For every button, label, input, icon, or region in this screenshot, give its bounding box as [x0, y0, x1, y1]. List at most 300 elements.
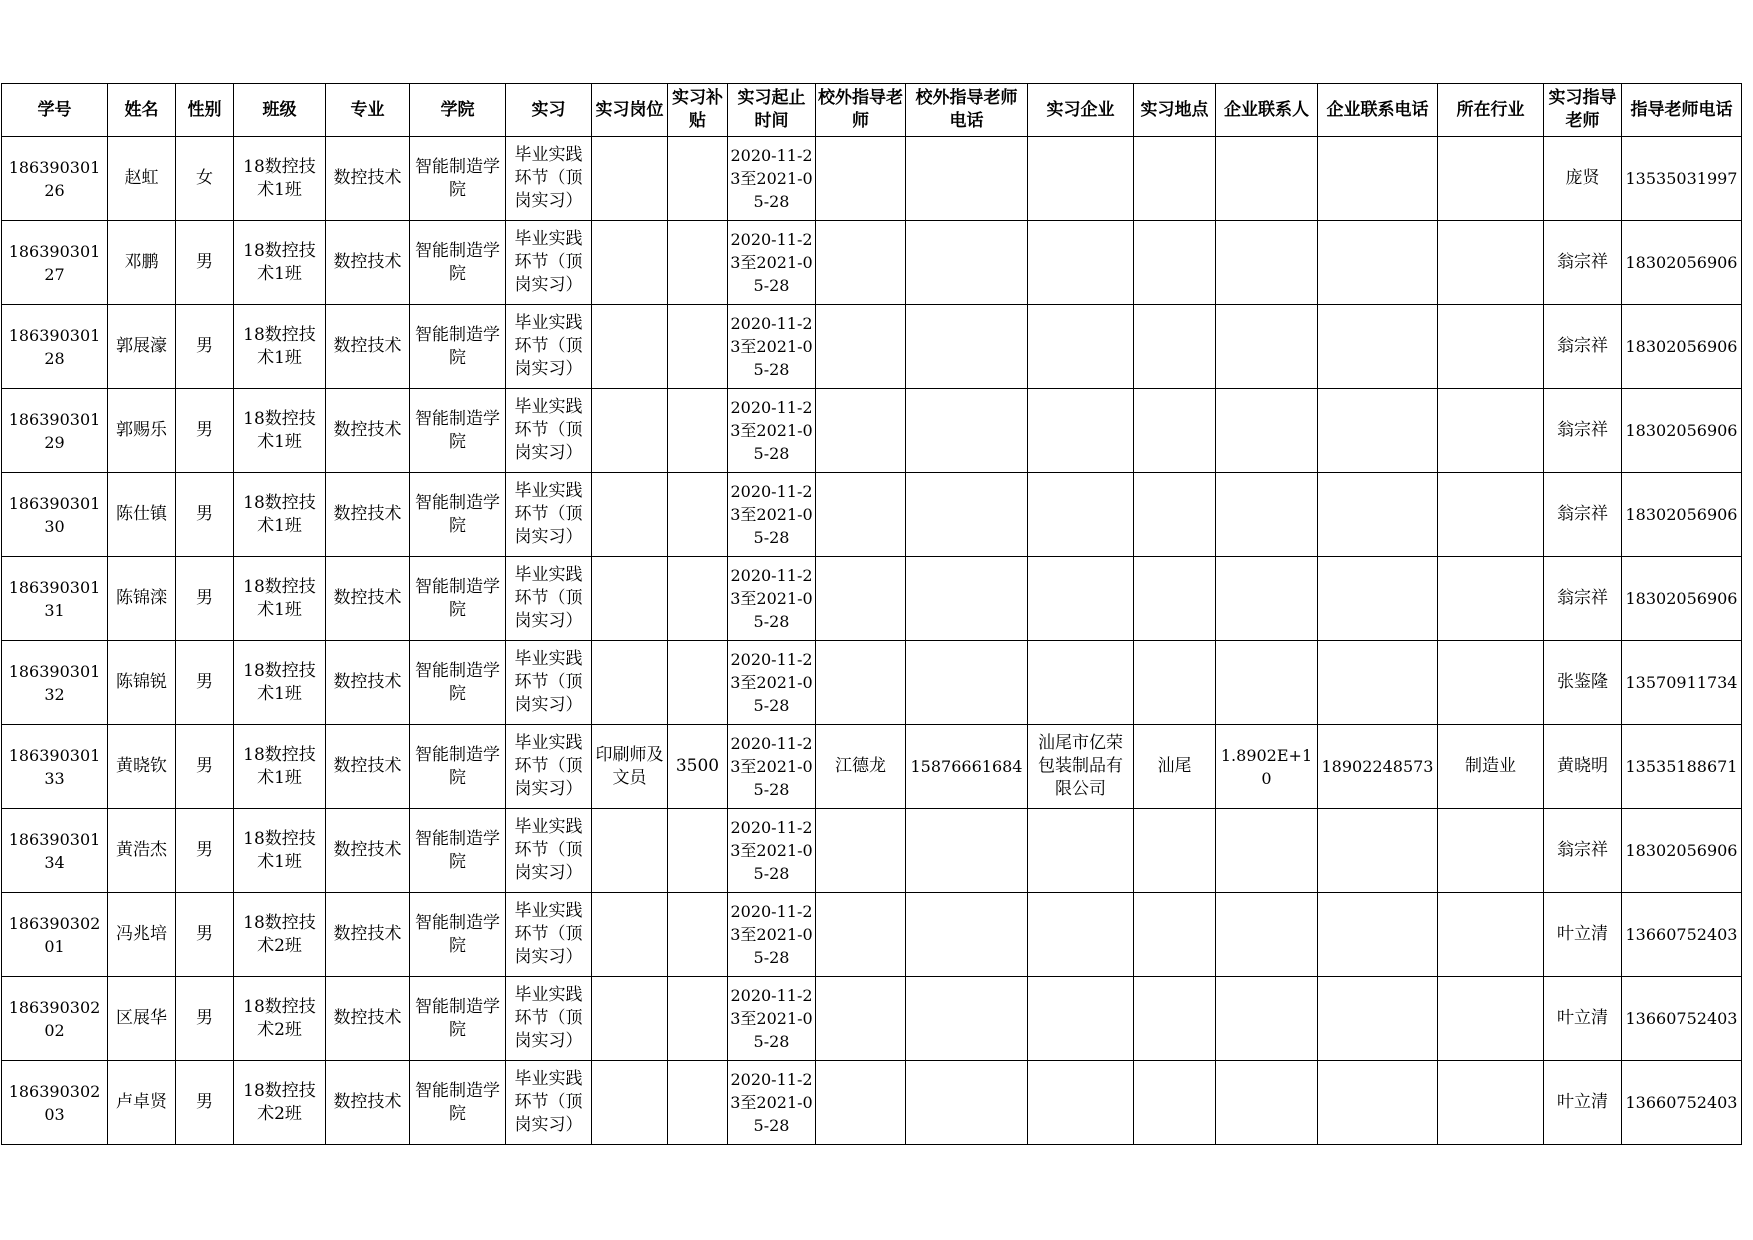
cell-text: 制造业 [1465, 756, 1516, 776]
cell-gender [176, 977, 234, 1061]
cell-text: 叶立清 [1557, 924, 1608, 944]
cell-class [234, 389, 326, 473]
cell-student-id [2, 389, 108, 473]
cell-tutor-phone [1622, 137, 1742, 221]
column-header: 学号 [2, 84, 108, 137]
cell-industry [1438, 389, 1544, 473]
cell-text: 智能制造学院 [415, 912, 500, 956]
cell-industry [1438, 641, 1544, 725]
cell-period [728, 893, 816, 977]
cell-industry [1438, 305, 1544, 389]
cell-ext-tutor [816, 893, 906, 977]
cell-ext-tutor [816, 725, 906, 809]
cell-text: 2020-11-23至2021-05-28 [730, 566, 813, 631]
cell-major [326, 893, 410, 977]
cell-text: 卢卓贤 [116, 1092, 167, 1112]
cell-ext-tutor-phone [906, 305, 1028, 389]
cell-text: 18639030128 [8, 325, 101, 368]
cell-class [234, 641, 326, 725]
cell-text: 智能制造学院 [415, 156, 500, 200]
cell-text: 黄晓钦 [116, 756, 167, 776]
cell-position [592, 641, 668, 725]
table-header [2, 84, 1742, 137]
cell-contact [1216, 221, 1318, 305]
cell-major [326, 221, 410, 305]
cell-ext-tutor [816, 557, 906, 641]
cell-industry [1438, 977, 1544, 1061]
column-header: 实习岗位 [592, 84, 668, 137]
cell-tutor-phone [1622, 809, 1742, 893]
cell-text: 陈仕镇 [116, 504, 167, 524]
cell-text: 赵虹 [124, 168, 159, 188]
column-header: 实习地点 [1134, 84, 1216, 137]
cell-text: 智能制造学院 [415, 660, 500, 704]
cell-text: 郭展濠 [116, 336, 167, 356]
cell-name [108, 305, 176, 389]
cell-position [592, 473, 668, 557]
cell-position [592, 221, 668, 305]
cell-name [108, 473, 176, 557]
cell-tutor-phone [1622, 977, 1742, 1061]
cell-ext-tutor [816, 221, 906, 305]
cell-text: 18数控技术2班 [243, 1080, 316, 1124]
cell-text: 13660752403 [1625, 925, 1738, 944]
cell-text: 毕业实践环节（顶岗实习） [514, 901, 583, 967]
cell-subsidy [668, 641, 728, 725]
cell-text: 18902248573 [1321, 757, 1434, 776]
cell-tutor [1544, 305, 1622, 389]
cell-text: 数控技术 [333, 168, 402, 188]
table-row [2, 977, 1742, 1061]
cell-class [234, 473, 326, 557]
cell-period [728, 977, 816, 1061]
cell-text: 18639030129 [8, 409, 101, 452]
internship-table [1, 83, 1742, 1145]
cell-college [410, 473, 506, 557]
cell-name [108, 809, 176, 893]
cell-ext-tutor [816, 137, 906, 221]
cell-text: 18302056906 [1625, 337, 1738, 356]
cell-ext-tutor-phone [906, 1061, 1028, 1145]
cell-college [410, 557, 506, 641]
cell-company [1028, 893, 1134, 977]
cell-text: 18302056906 [1625, 421, 1738, 440]
cell-text: 翁宗祥 [1557, 336, 1608, 356]
cell-contact [1216, 389, 1318, 473]
cell-company [1028, 1061, 1134, 1145]
cell-text: 13535031997 [1625, 169, 1738, 188]
cell-company [1028, 641, 1134, 725]
cell-contact-phone [1318, 473, 1438, 557]
cell-contact [1216, 809, 1318, 893]
cell-period [728, 725, 816, 809]
cell-major [326, 137, 410, 221]
cell-college [410, 977, 506, 1061]
cell-name [108, 977, 176, 1061]
cell-internship [506, 137, 592, 221]
cell-gender [176, 305, 234, 389]
cell-major [326, 725, 410, 809]
cell-internship [506, 893, 592, 977]
cell-period [728, 137, 816, 221]
cell-gender [176, 641, 234, 725]
cell-company [1028, 389, 1134, 473]
cell-contact-phone [1318, 137, 1438, 221]
cell-text: 18数控技术2班 [243, 996, 316, 1040]
cell-text: 数控技术 [333, 672, 402, 692]
cell-text: 3500 [675, 756, 720, 776]
cell-college [410, 305, 506, 389]
cell-tutor [1544, 893, 1622, 977]
cell-name [108, 137, 176, 221]
cell-text: 智能制造学院 [415, 1080, 500, 1124]
cell-text: 毕业实践环节（顶岗实习） [514, 397, 583, 463]
cell-tutor [1544, 221, 1622, 305]
cell-text: 18302056906 [1625, 253, 1738, 272]
cell-internship [506, 641, 592, 725]
cell-tutor-phone [1622, 221, 1742, 305]
column-header: 企业联系人 [1216, 84, 1318, 137]
cell-contact-phone [1318, 893, 1438, 977]
cell-text: 15876661684 [910, 757, 1023, 776]
cell-college [410, 389, 506, 473]
cell-subsidy [668, 977, 728, 1061]
cell-text: 18数控技术1班 [243, 660, 316, 704]
cell-tutor [1544, 809, 1622, 893]
cell-text: 2020-11-23至2021-05-28 [730, 314, 813, 379]
cell-text: 18639030132 [8, 661, 101, 704]
cell-name [108, 893, 176, 977]
cell-contact-phone [1318, 221, 1438, 305]
cell-industry [1438, 725, 1544, 809]
cell-tutor-phone [1622, 473, 1742, 557]
cell-text: 毕业实践环节（顶岗实习） [514, 145, 583, 211]
cell-text: 汕尾市亿荣包装制品有限公司 [1038, 733, 1123, 799]
cell-text: 13570911734 [1625, 673, 1738, 692]
cell-text: 毕业实践环节（顶岗实习） [514, 985, 583, 1051]
cell-position [592, 893, 668, 977]
cell-position [592, 977, 668, 1061]
cell-contact [1216, 893, 1318, 977]
cell-position [592, 809, 668, 893]
cell-ext-tutor-phone [906, 641, 1028, 725]
cell-student-id [2, 641, 108, 725]
cell-text: 18639030134 [8, 829, 101, 872]
cell-text: 18数控技术1班 [243, 156, 316, 200]
cell-name [108, 221, 176, 305]
cell-text: 18数控技术1班 [243, 408, 316, 452]
table-row [2, 725, 1742, 809]
cell-text: 毕业实践环节（顶岗实习） [514, 649, 583, 715]
cell-student-id [2, 809, 108, 893]
cell-text: 江德龙 [835, 756, 886, 776]
table-row [2, 389, 1742, 473]
cell-ext-tutor-phone [906, 893, 1028, 977]
cell-period [728, 305, 816, 389]
cell-class [234, 137, 326, 221]
cell-location [1134, 389, 1216, 473]
cell-subsidy [668, 893, 728, 977]
cell-ext-tutor-phone [906, 725, 1028, 809]
cell-text: 2020-11-23至2021-05-28 [730, 146, 813, 211]
cell-subsidy [668, 305, 728, 389]
cell-text: 男 [196, 420, 213, 440]
cell-text: 郭赐乐 [116, 420, 167, 440]
table-row [2, 557, 1742, 641]
cell-text: 智能制造学院 [415, 408, 500, 452]
cell-contact [1216, 977, 1318, 1061]
cell-location [1134, 557, 1216, 641]
cell-text: 陈锦锐 [116, 672, 167, 692]
cell-period [728, 473, 816, 557]
cell-tutor [1544, 137, 1622, 221]
cell-subsidy [668, 389, 728, 473]
cell-tutor-phone [1622, 893, 1742, 977]
cell-contact-phone [1318, 809, 1438, 893]
cell-text: 男 [196, 336, 213, 356]
table-row [2, 1061, 1742, 1145]
cell-contact [1216, 641, 1318, 725]
cell-name [108, 389, 176, 473]
cell-ext-tutor-phone [906, 809, 1028, 893]
cell-location [1134, 137, 1216, 221]
cell-period [728, 557, 816, 641]
cell-text: 毕业实践环节（顶岗实习） [514, 1069, 583, 1135]
cell-text: 毕业实践环节（顶岗实习） [514, 481, 583, 547]
cell-subsidy [668, 809, 728, 893]
cell-text: 男 [196, 1092, 213, 1112]
cell-class [234, 893, 326, 977]
cell-college [410, 137, 506, 221]
cell-student-id [2, 305, 108, 389]
cell-major [326, 809, 410, 893]
cell-text: 18639030202 [8, 997, 101, 1040]
cell-period [728, 221, 816, 305]
column-header: 企业联系电话 [1318, 84, 1438, 137]
header-row [2, 84, 1742, 137]
cell-text: 18639030203 [8, 1081, 101, 1124]
cell-text: 18639030126 [8, 157, 101, 200]
cell-text: 毕业实践环节（顶岗实习） [514, 565, 583, 631]
cell-position [592, 557, 668, 641]
cell-contact [1216, 1061, 1318, 1145]
cell-text: 智能制造学院 [415, 828, 500, 872]
cell-ext-tutor-phone [906, 137, 1028, 221]
cell-text: 毕业实践环节（顶岗实习） [514, 313, 583, 379]
cell-contact-phone [1318, 1061, 1438, 1145]
cell-gender [176, 809, 234, 893]
cell-class [234, 221, 326, 305]
cell-text: 数控技术 [333, 336, 402, 356]
cell-name [108, 557, 176, 641]
cell-text: 18639030131 [8, 577, 101, 620]
cell-text: 叶立清 [1557, 1092, 1608, 1112]
cell-internship [506, 221, 592, 305]
cell-text: 数控技术 [333, 1092, 402, 1112]
cell-class [234, 305, 326, 389]
cell-tutor-phone [1622, 305, 1742, 389]
cell-text: 13660752403 [1625, 1009, 1738, 1028]
cell-text: 18302056906 [1625, 505, 1738, 524]
cell-ext-tutor [816, 305, 906, 389]
cell-text: 18639030133 [8, 745, 101, 788]
cell-period [728, 389, 816, 473]
cell-company [1028, 809, 1134, 893]
column-header: 实习企业 [1028, 84, 1134, 137]
cell-text: 数控技术 [333, 924, 402, 944]
cell-college [410, 641, 506, 725]
cell-position [592, 725, 668, 809]
cell-text: 18数控技术1班 [243, 744, 316, 788]
cell-company [1028, 137, 1134, 221]
cell-major [326, 977, 410, 1061]
cell-tutor [1544, 389, 1622, 473]
cell-text: 毕业实践环节（顶岗实习） [514, 817, 583, 883]
cell-contact-phone [1318, 725, 1438, 809]
cell-ext-tutor [816, 473, 906, 557]
cell-text: 男 [196, 924, 213, 944]
cell-ext-tutor-phone [906, 557, 1028, 641]
cell-text: 智能制造学院 [415, 324, 500, 368]
cell-industry [1438, 137, 1544, 221]
cell-industry [1438, 557, 1544, 641]
table-row [2, 641, 1742, 725]
cell-student-id [2, 977, 108, 1061]
cell-class [234, 725, 326, 809]
column-header: 班级 [234, 84, 326, 137]
cell-text: 叶立清 [1557, 1008, 1608, 1028]
cell-tutor-phone [1622, 389, 1742, 473]
cell-tutor [1544, 725, 1622, 809]
cell-class [234, 557, 326, 641]
cell-industry [1438, 809, 1544, 893]
cell-gender [176, 1061, 234, 1145]
table-row [2, 473, 1742, 557]
cell-text: 黄晓明 [1557, 756, 1608, 776]
cell-internship [506, 305, 592, 389]
cell-subsidy [668, 221, 728, 305]
cell-student-id [2, 557, 108, 641]
cell-subsidy [668, 557, 728, 641]
cell-student-id [2, 725, 108, 809]
cell-text: 毕业实践环节（顶岗实习） [514, 229, 583, 295]
cell-gender [176, 725, 234, 809]
cell-location [1134, 1061, 1216, 1145]
cell-class [234, 977, 326, 1061]
cell-major [326, 305, 410, 389]
table-row [2, 137, 1742, 221]
cell-major [326, 1061, 410, 1145]
cell-text: 2020-11-23至2021-05-28 [730, 902, 813, 967]
cell-text: 2020-11-23至2021-05-28 [730, 818, 813, 883]
table-row [2, 221, 1742, 305]
cell-student-id [2, 1061, 108, 1145]
cell-gender [176, 137, 234, 221]
cell-tutor [1544, 977, 1622, 1061]
cell-text: 毕业实践环节（顶岗实习） [514, 733, 583, 799]
cell-text: 18数控技术1班 [243, 240, 316, 284]
cell-student-id [2, 893, 108, 977]
cell-text: 2020-11-23至2021-05-28 [730, 230, 813, 295]
cell-text: 2020-11-23至2021-05-28 [730, 482, 813, 547]
cell-contact-phone [1318, 557, 1438, 641]
cell-text: 男 [196, 672, 213, 692]
cell-text: 男 [196, 840, 213, 860]
cell-text: 黄浩杰 [116, 840, 167, 860]
cell-tutor [1544, 557, 1622, 641]
cell-internship [506, 809, 592, 893]
cell-ext-tutor-phone [906, 977, 1028, 1061]
cell-college [410, 809, 506, 893]
cell-location [1134, 641, 1216, 725]
cell-internship [506, 977, 592, 1061]
cell-position [592, 389, 668, 473]
cell-text: 13660752403 [1625, 1093, 1738, 1112]
column-header: 实习 [506, 84, 592, 137]
cell-text: 18302056906 [1625, 589, 1738, 608]
cell-ext-tutor [816, 977, 906, 1061]
cell-gender [176, 473, 234, 557]
column-header: 实习起止时间 [728, 84, 816, 137]
cell-contact [1216, 725, 1318, 809]
cell-location [1134, 893, 1216, 977]
cell-industry [1438, 1061, 1544, 1145]
cell-ext-tutor [816, 641, 906, 725]
cell-ext-tutor-phone [906, 473, 1028, 557]
cell-text: 2020-11-23至2021-05-28 [730, 398, 813, 463]
cell-text: 2020-11-23至2021-05-28 [730, 1070, 813, 1135]
cell-text: 女 [196, 168, 213, 188]
cell-company [1028, 305, 1134, 389]
cell-major [326, 641, 410, 725]
cell-industry [1438, 893, 1544, 977]
cell-major [326, 473, 410, 557]
cell-class [234, 809, 326, 893]
cell-tutor-phone [1622, 557, 1742, 641]
cell-tutor [1544, 473, 1622, 557]
column-header: 专业 [326, 84, 410, 137]
cell-text: 翁宗祥 [1557, 840, 1608, 860]
cell-text: 张鉴隆 [1557, 672, 1608, 692]
cell-contact-phone [1318, 389, 1438, 473]
column-header: 实习补贴 [668, 84, 728, 137]
cell-college [410, 1061, 506, 1145]
cell-name [108, 725, 176, 809]
cell-college [410, 221, 506, 305]
cell-internship [506, 557, 592, 641]
cell-location [1134, 305, 1216, 389]
cell-subsidy [668, 1061, 728, 1145]
cell-contact-phone [1318, 305, 1438, 389]
cell-major [326, 389, 410, 473]
column-header: 所在行业 [1438, 84, 1544, 137]
column-header: 性别 [176, 84, 234, 137]
cell-student-id [2, 473, 108, 557]
cell-gender [176, 221, 234, 305]
cell-internship [506, 1061, 592, 1145]
cell-contact [1216, 557, 1318, 641]
cell-text: 智能制造学院 [415, 996, 500, 1040]
cell-text: 18数控技术2班 [243, 912, 316, 956]
cell-location [1134, 809, 1216, 893]
cell-contact [1216, 305, 1318, 389]
cell-company [1028, 725, 1134, 809]
cell-location [1134, 473, 1216, 557]
column-header: 校外指导老师电话 [906, 84, 1028, 137]
cell-text: 男 [196, 1008, 213, 1028]
cell-major [326, 557, 410, 641]
cell-company [1028, 557, 1134, 641]
